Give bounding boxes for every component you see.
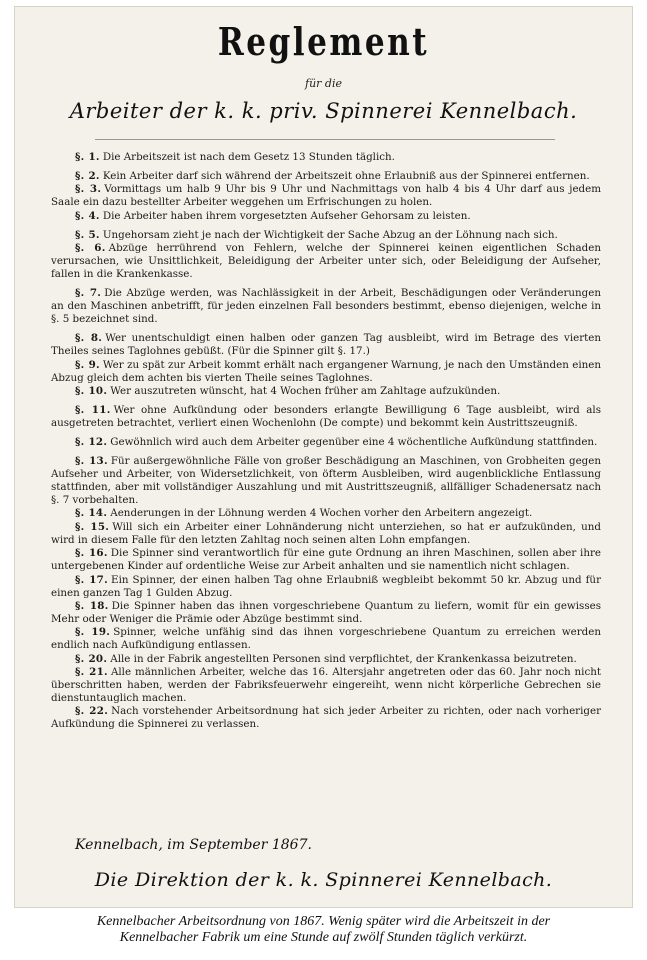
paragraph (51, 626, 601, 652)
paragraph-number: §. 3. (75, 183, 102, 196)
paragraph-text: Die Spinner sind verantwortlich für eine gute Ordnung an ihren Maschinen, sollen aber ihre untergebenen Kinder auf ordentliche Weise zur Arbeit anhalten und sie namentlich nicht schlagen. (51, 547, 601, 573)
paragraph-text: Kein Arbeiter darf sich während der Arbeitszeit ohne Erlaubniß aus der Spinnerei entfernen. (102, 170, 590, 182)
paragraph-number: §. 5. (75, 228, 100, 241)
paragraph-number: §. 13. (75, 454, 108, 467)
paragraph-text: Wer unentschuldigt einen halben oder ganzen Tag ausbleibt, wird im Betrage des vierten Theiles seines Taglohnes gebüßt. (Für die Spinner gilt §. 17.) (51, 332, 601, 358)
paragraph (51, 242, 601, 281)
paragraph-text: Wer ohne Aufkündung oder besonders erlangte Bewilligung 6 Tage ausbleibt, wird als ausgetreten betrachtet, verliert einen Wochenlohn (De compte) und bekommt kein Austrittszeugniß. (51, 403, 601, 429)
paragraph-text: Die Arbeitszeit ist nach dem Gesetz 13 Stunden täglich. (102, 151, 395, 163)
caption-line-2: Kennelbacher Fabrik um eine Stunde auf zwölf Stunden täglich verkürzt. (119, 930, 528, 945)
image-caption (0, 914, 647, 946)
paragraph-number: §. 16. (75, 547, 108, 560)
paragraph-text: Gewöhnlich wird auch dem Arbeiter gegenüber eine 4 wöchentliche Aufkündung stattfinden. (110, 435, 598, 448)
caption-line-1: Kennelbacher Arbeitsordnung von 1867. Wenig später wird die Arbeitszeit in der (96, 914, 551, 929)
paragraph (51, 170, 601, 183)
paragraph-number: §. 20. (75, 652, 108, 665)
paragraph-number: §. 7. (75, 287, 102, 300)
paragraph (51, 705, 601, 731)
paragraph-text: Spinner, welche unfähig sind das ihnen vorgeschriebene Quantum zu erreichen werden endlich nach Aufkündigung entlassen. (51, 626, 601, 652)
paragraph-text: Die Abzüge werden, was Nachlässigkeit in der Arbeit, Beschädigungen oder Veränderungen an den Maschinen anbetrifft, für jeden einzelnen Fall besonders bestimmt, ebenso diejenigen, welche in §. 5 bezeichnet sind. (51, 287, 601, 326)
paragraph-number: §. 11. (75, 403, 111, 416)
signature-line: Die Direktion der k. k. Spinnerei Kennelbach. (94, 869, 553, 891)
paragraph-number: §. 18. (75, 599, 109, 612)
paragraph (51, 210, 601, 223)
paragraph-number: §. 22. (75, 705, 109, 718)
paragraph (51, 547, 601, 573)
paragraph (51, 385, 601, 398)
paragraph-text: Vormittags um halb 9 Uhr bis 9 Uhr und Nachmittags von halb 4 bis 4 Uhr darf aus jedem Saale ein dazu bestellter Arbeiter weggehen um Erfrischungen zu holen. (51, 183, 601, 209)
paragraph (51, 332, 601, 358)
paragraph (51, 521, 601, 547)
paragraph-number: §. 21. (75, 666, 108, 679)
place-date: Kennelbach, im September 1867. (75, 837, 312, 853)
paragraph-text: Alle männlichen Arbeiter, welche das 16. Altersjahr angetreten oder das 60. Jahr noch nicht überschritten haben, werden der Fabriksfeuerwehr eingereiht, wenn nicht körperliche Gebrechen sie dienstuntauglich machen. (51, 666, 601, 705)
paragraph (51, 455, 601, 507)
paragraph-text: Alle in der Fabrik angestellten Personen sind verpflichtet, der Krankenkassa beizutreten. (110, 652, 577, 665)
paragraph-text: Nach vorstehender Arbeitsordnung hat sich jeder Arbeiter zu richten, oder nach vorheriger Aufkündung die Spinnerei zu verlassen. (51, 705, 601, 731)
paragraph-number: §. 15. (75, 520, 110, 533)
paragraph-text: Aenderungen in der Löhnung werden 4 Wochen vorher den Arbeitern angezeigt. (110, 507, 533, 520)
paragraph (51, 600, 601, 626)
paragraph-number: §. 12. (75, 435, 108, 448)
paragraph (51, 653, 601, 666)
document-for-the: für die (305, 77, 342, 90)
document-subtitle: Arbeiter der k. k. priv. Spinnerei Kennelbach. (69, 99, 578, 123)
paragraph-text: Ungehorsam zieht je nach der Wichtigkeit der Sache Abzug an der Löhnung nach sich. (102, 228, 558, 241)
paragraph (51, 436, 601, 449)
document-title: Reglement (217, 19, 430, 64)
paragraph (51, 507, 601, 520)
paragraph-number: §. 17. (75, 573, 109, 586)
paragraph (51, 287, 601, 326)
paragraph-text: Die Arbeiter haben ihrem vorgesetzten Aufseher Gehorsam zu leisten. (102, 209, 471, 222)
regulation-paragraphs (51, 151, 601, 732)
paragraph (51, 574, 601, 600)
paragraph-number: §. 2. (75, 170, 100, 182)
paragraph-text: Will sich ein Arbeiter einer Lohnänderung nicht unterziehen, so hat er aufzukünden, und wird in diesem Falle für den letzten Zahltag noch seinen alten Lohn empfangen. (51, 520, 601, 546)
scanned-document (14, 6, 633, 908)
paragraph-text: Ein Spinner, der einen halben Tag ohne Erlaubniß wegbleibt bekommt 50 kr. Abzug und für einen ganzen Tag 1 Gulden Abzug. (51, 573, 601, 599)
paragraph-number: §. 9. (75, 358, 100, 371)
paragraph (51, 359, 601, 385)
paragraph (51, 404, 601, 430)
paragraph (51, 229, 601, 242)
paragraph-text: Wer zu spät zur Arbeit kommt erhält nach ergangener Warnung, je nach den Umständen einen Abzug gleich dem achten bis vierten Theile seines Taglohnes. (51, 358, 601, 384)
paragraph-number: §. 14. (75, 507, 108, 520)
paragraph-number: §. 6. (75, 242, 106, 255)
paragraph-number: §. 19. (75, 626, 111, 639)
paragraph-text: Abzüge herrührend von Fehlern, welche der Spinnerei keinen eigentlichen Schaden verursachen, wie Unsittlichkeit, Beleidigung der Arbeiter unter sich, oder Beleidigung der Aufseher, fallen in die Krankenkasse. (51, 242, 601, 281)
paragraph-number: §. 8. (75, 332, 103, 345)
paragraph-number: §. 4. (75, 209, 100, 222)
paragraph-text: Wer auszutreten wünscht, hat 4 Wochen früher am Zahltage aufzukünden. (110, 384, 501, 397)
paragraph-text: Die Spinner haben das ihnen vorgeschriebene Quantum zu liefern, womit für ein gewisses Mehr oder Weniger die Prämie oder Abzüge bestimmt sind. (51, 599, 601, 625)
paragraph-number: §. 10. (75, 384, 108, 397)
paragraph (51, 666, 601, 705)
paragraph-text: Für außergewöhnliche Fälle von großer Beschädigung an Maschinen, von Grobheiten gegen Aufseher und Arbeiter, von Widersetzlichkeit, von öfterm Ausbleiben, wird augenblickliche Entlassung stattfinden, aber mit vollständiger Auszahlung und mit Austrittszeugniß, allfälliger Schadenersatz nach §. 7 vorbehalten. (51, 454, 601, 506)
paragraph-number: §. 1. (75, 151, 100, 163)
paragraph (51, 151, 601, 164)
title-divider (95, 139, 555, 140)
paragraph (51, 183, 601, 209)
